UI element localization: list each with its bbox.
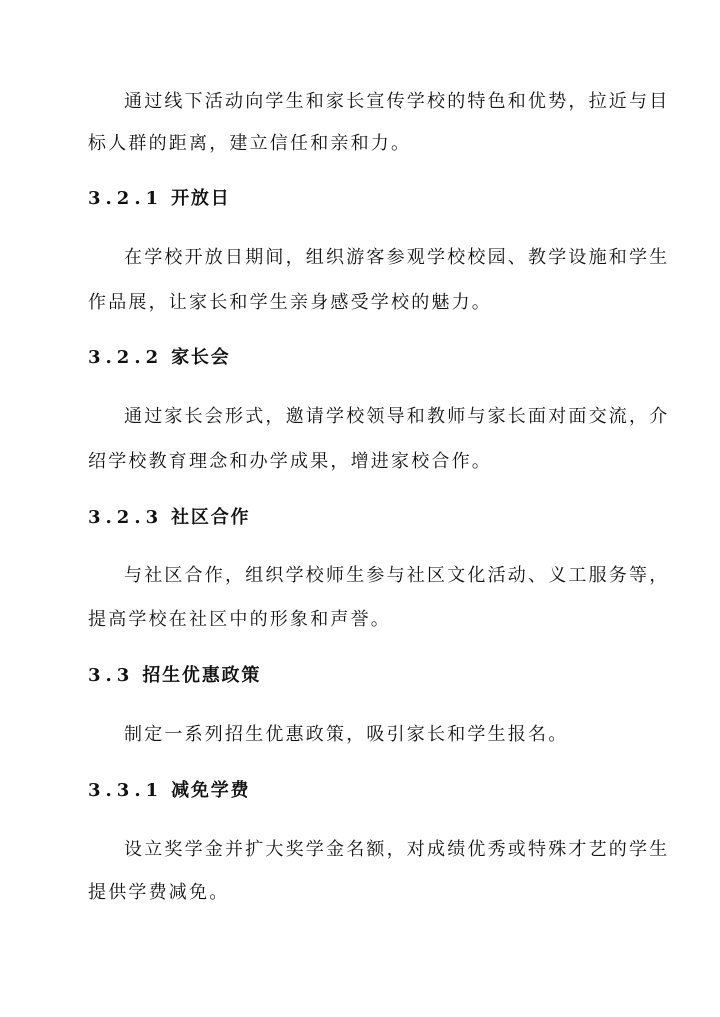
- paragraph-line: 通过线下活动向学生和家长宣传学校的特色和优势，拉近与目: [124, 91, 670, 112]
- section-heading: [88, 187, 231, 211]
- section-heading: [88, 779, 250, 803]
- section-number: 3.2.2: [88, 347, 164, 368]
- paragraph-line: 提高学校在社区中的形象和声誉。: [88, 609, 391, 630]
- paragraph-line: 与社区合作，组织学校师生参与社区文化活动、义工服务等，: [124, 565, 670, 586]
- section-heading: [88, 664, 261, 688]
- section-title: 社区合作: [171, 507, 251, 528]
- paragraph-line: 设立奖学金并扩大奖学金名额，对成绩优秀或特殊才艺的学生: [124, 839, 670, 860]
- paragraph-line: 通过家长会形式，邀请学校领导和教师与家长面对面交流，介: [124, 406, 670, 427]
- paragraph-line: 标人群的距离，建立信任和亲和力。: [88, 133, 412, 154]
- section-title: 招生优惠政策: [142, 665, 262, 686]
- section-title: 减免学费: [171, 780, 251, 801]
- section-number: 3.3: [88, 665, 135, 686]
- section-title: 开放日: [171, 188, 231, 209]
- section-heading: [88, 506, 250, 530]
- paragraph-line: 制定一系列招生优惠政策，吸引家长和学生报名。: [124, 724, 569, 745]
- paragraph-line: 提供学费减免。: [88, 882, 230, 903]
- paragraph-line: 在学校开放日期间，组织游客参观学校校园、教学设施和学生: [124, 247, 670, 268]
- section-heading: [88, 346, 231, 370]
- section-number: 3.2.3: [88, 507, 164, 528]
- paragraph-line: 绍学校教育理念和办学成果，增进家校合作。: [88, 451, 492, 472]
- section-number: 3.3.1: [88, 780, 164, 801]
- section-title: 家长会: [171, 347, 231, 368]
- paragraph-line: 作品展，让家长和学生亲身感受学校的魅力。: [88, 292, 492, 313]
- section-number: 3.2.1: [88, 188, 164, 209]
